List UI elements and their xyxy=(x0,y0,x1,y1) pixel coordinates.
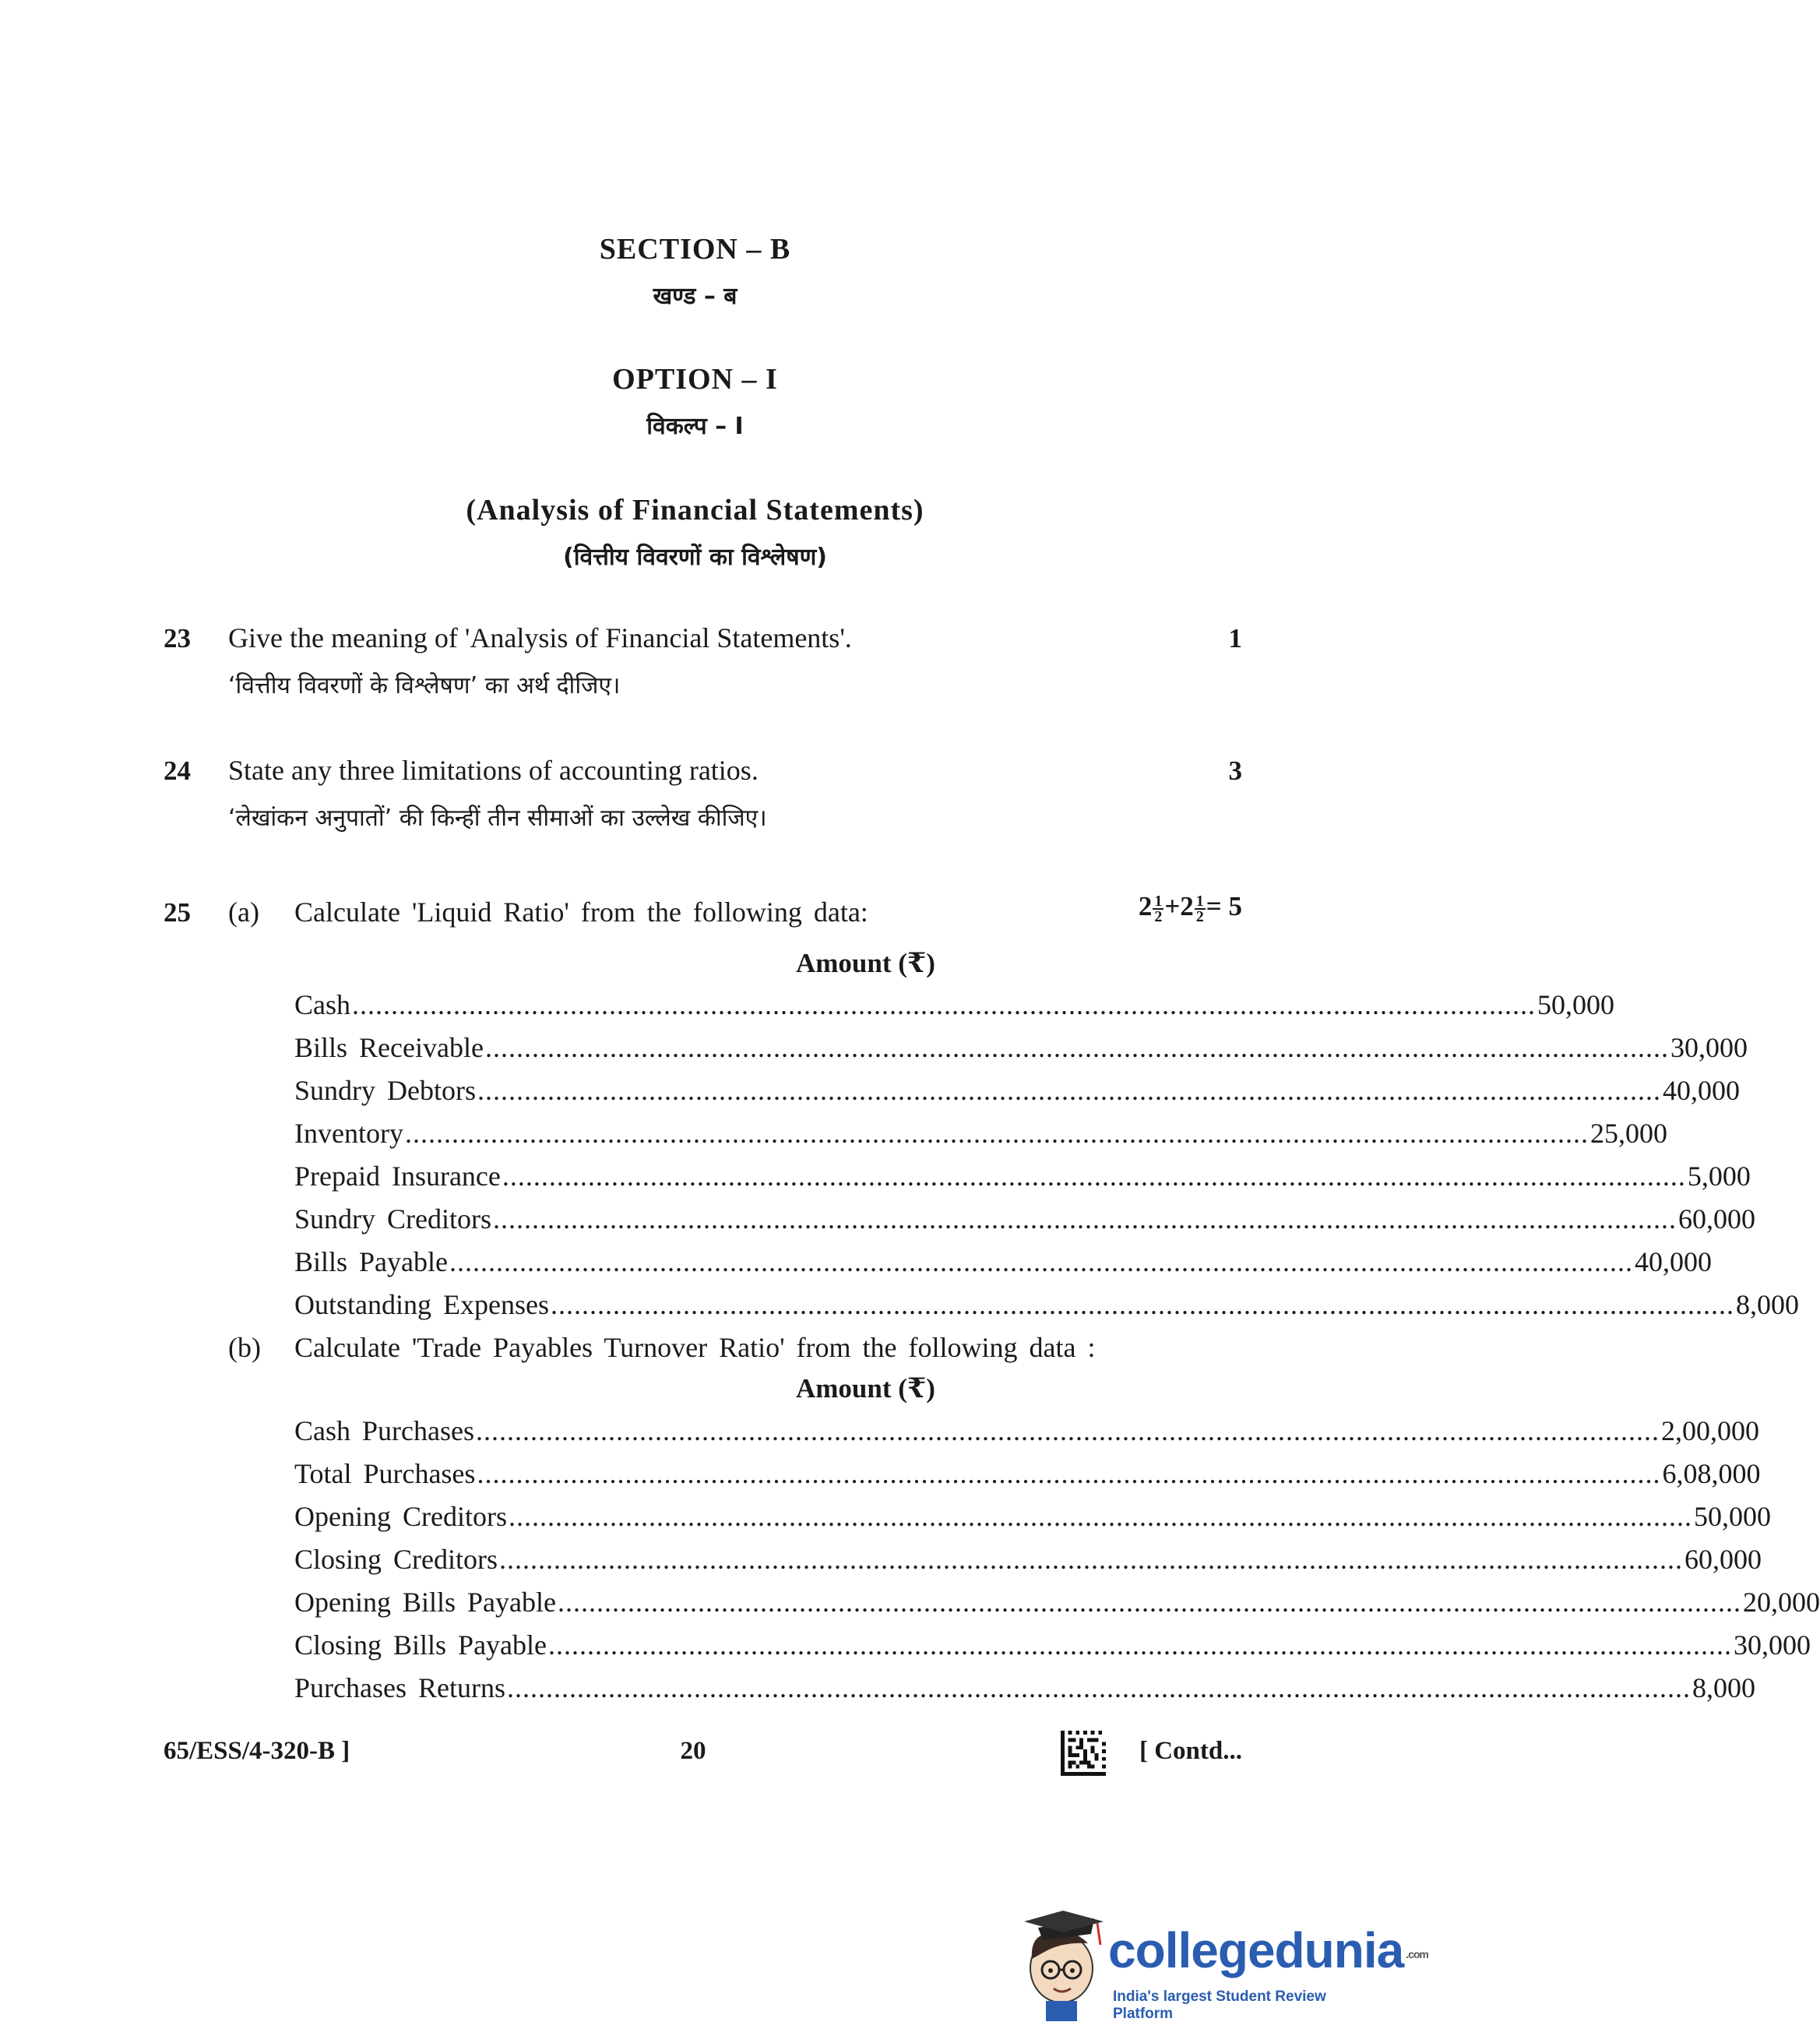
table-row: Bills Receivable ..... 30,000 xyxy=(294,1031,949,1064)
marks-plus: + xyxy=(1164,891,1181,921)
marks-total: = 5 xyxy=(1206,891,1242,921)
table-row: Sundry Debtors ..... 40,000 xyxy=(294,1074,949,1107)
part-b-text: Calculate 'Trade Payables Turnover Ratio' from the following data : xyxy=(294,1332,1096,1363)
mascot-icon xyxy=(1016,1904,1110,2021)
continued-label: [ Contd... xyxy=(1139,1737,1242,1765)
collegedunia-watermark xyxy=(1016,1904,1428,2022)
question-text-hindi: ‘लेखांकन अनुपातों’ की किन्हीं तीन सीमाओं का उल्लेख कीजिए। xyxy=(228,805,767,832)
question-text-hindi: ‘वित्तीय विवरणों के विश्लेषण’ का अर्थ दीजिए। xyxy=(228,672,621,699)
amount-header: Amount (₹) xyxy=(796,1373,935,1404)
marks-fraction: $\frac{1}{2}$ xyxy=(1154,892,1163,925)
table-row: Cash Purchases ..... 2,00,000 xyxy=(294,1414,949,1447)
page-number: 20 xyxy=(680,1737,706,1765)
table-row: Bills Payable ..... 40,000 xyxy=(294,1245,949,1278)
table-row: Closing Creditors ..... 60,000 xyxy=(294,1543,949,1576)
table-row: Prepaid Insurance ..... 5,000 xyxy=(294,1160,949,1192)
question-number: 23 xyxy=(164,623,191,653)
part-a-text: Calculate 'Liquid Ratio' from the following data: xyxy=(294,896,868,928)
question-text: State any three limitations of accounting ratios. xyxy=(228,755,759,786)
marks-whole: 2 xyxy=(1138,891,1153,921)
question-marks: 1 xyxy=(1228,623,1242,653)
marks-whole: 2 xyxy=(1180,891,1194,921)
part-b-label: (b) xyxy=(228,1332,261,1363)
table-row: Purchases Returns ..... 8,000 xyxy=(294,1671,949,1704)
brand-suffix: .com xyxy=(1406,1948,1428,1961)
question-text: Give the meaning of 'Analysis of Financial Statements'. xyxy=(228,622,852,653)
question-marks xyxy=(1139,891,1242,924)
marks-fraction: $\frac{1}{2}$ xyxy=(1195,892,1204,925)
brand-name: collegedunia .com xyxy=(1108,1922,1428,1978)
option-title: OPTION – I xyxy=(612,363,778,396)
table-row: Opening Creditors ..... 50,000 xyxy=(294,1500,949,1533)
table-row: Total Purchases ..... 6,08,000 xyxy=(294,1457,949,1490)
topic-title-hindi: (वित्तीय विवरणों का विश्लेषण) xyxy=(563,544,827,571)
table-row: Inventory ..... 25,000 xyxy=(294,1117,949,1150)
table-row: Cash ..... 50,000 xyxy=(294,988,949,1021)
amount-header: Amount (₹) xyxy=(796,948,935,978)
part-a-label: (a) xyxy=(228,896,259,928)
table-row: Opening Bills Payable ..... 20,000 xyxy=(294,1586,949,1619)
question-number: 25 xyxy=(164,897,191,928)
topic-title: (Analysis of Financial Statements) xyxy=(466,494,924,527)
option-title-hindi: विकल्प – I xyxy=(646,413,744,440)
question-number: 24 xyxy=(164,756,191,786)
paper-code: 65/ESS/4-320-B ] xyxy=(164,1737,350,1765)
qr-code-icon xyxy=(1061,1731,1106,1776)
brand-tagline: India's largest Student Review Platform xyxy=(1113,1988,1326,2022)
table-row: Outstanding Expenses ..... 8,000 xyxy=(294,1288,949,1321)
table-row: Closing Bills Payable ..... 30,000 xyxy=(294,1629,949,1661)
section-title-hindi: खण्ड – ब xyxy=(653,283,738,310)
table-row: Sundry Creditors ..... 60,000 xyxy=(294,1203,949,1235)
section-title: SECTION – B xyxy=(599,233,791,266)
question-marks: 3 xyxy=(1228,756,1242,786)
